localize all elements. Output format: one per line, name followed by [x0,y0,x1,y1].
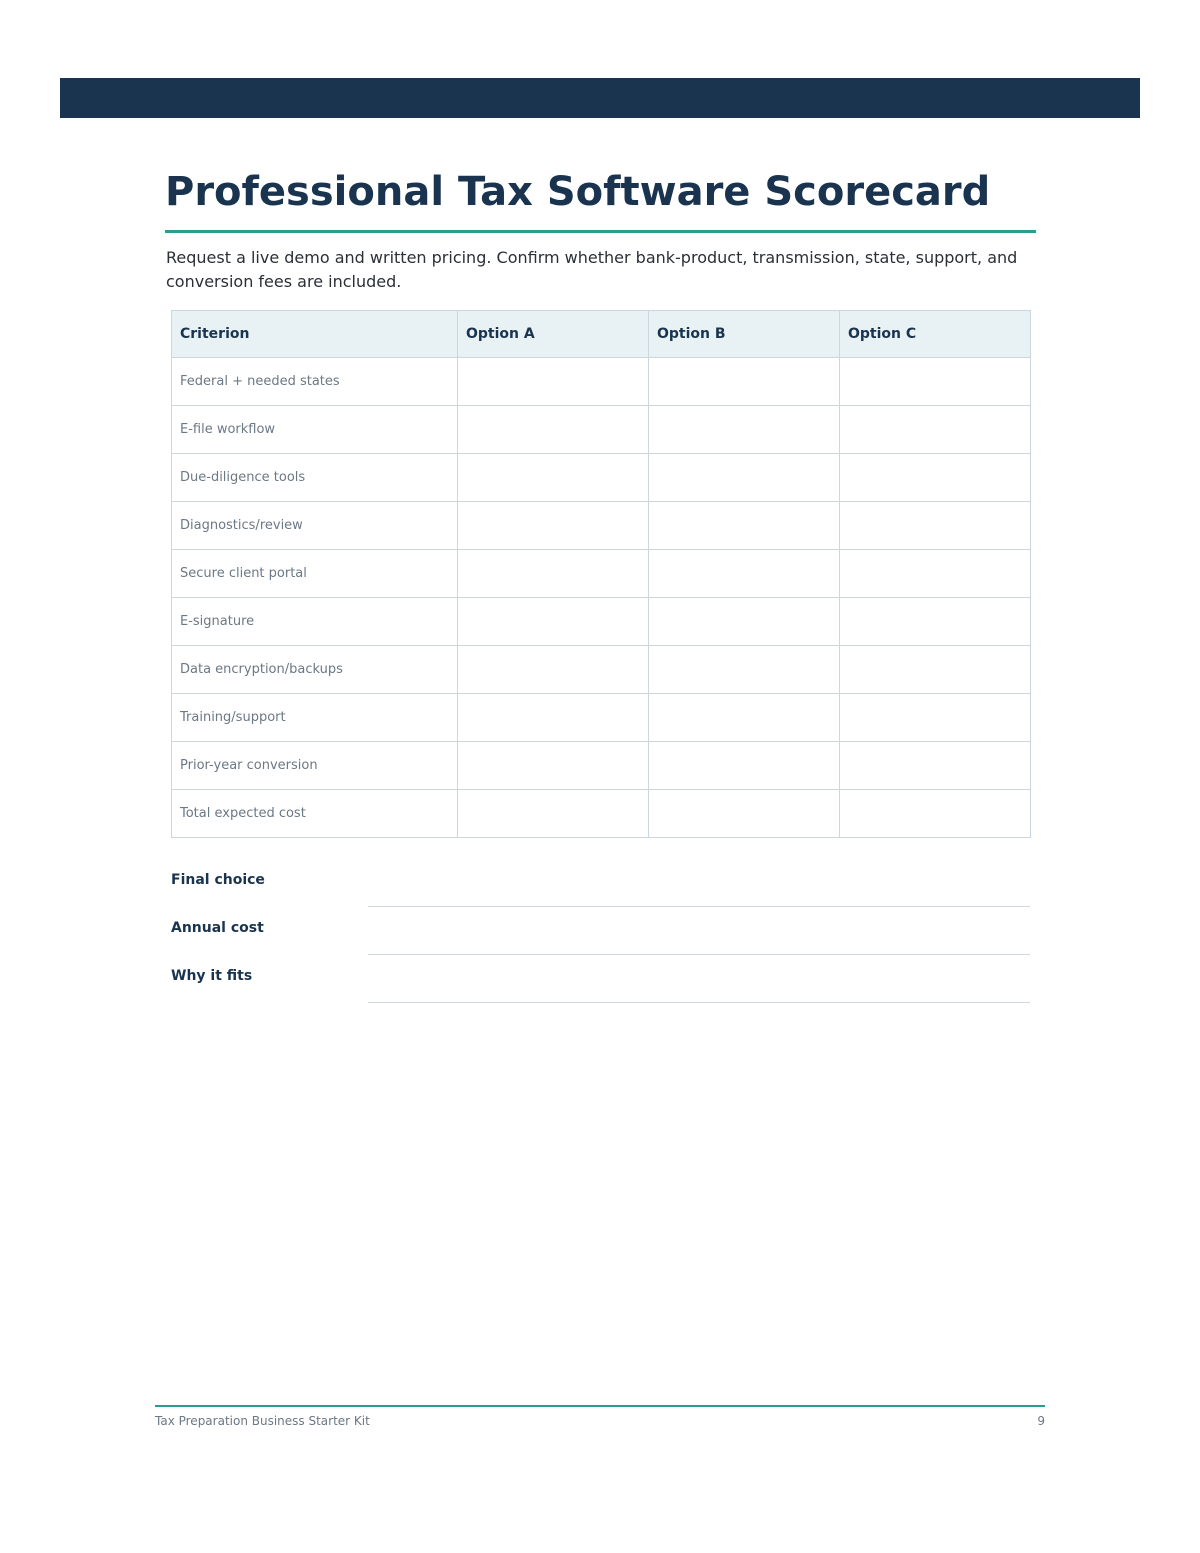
option-c-cell[interactable] [840,502,1031,550]
header-option-a: Option A [458,311,649,358]
criterion-cell: E-file workflow [172,406,458,454]
header-option-b: Option B [649,311,840,358]
option-b-cell[interactable] [649,406,840,454]
option-c-cell[interactable] [840,790,1031,838]
option-a-cell[interactable] [458,646,649,694]
option-a-cell[interactable] [458,406,649,454]
table-row [172,694,1031,742]
option-c-cell[interactable] [840,550,1031,598]
final-choice-field [171,859,1030,907]
option-b-cell[interactable] [649,646,840,694]
option-a-cell[interactable] [458,454,649,502]
option-b-cell[interactable] [649,790,840,838]
table-row [172,358,1031,406]
option-a-cell[interactable] [458,742,649,790]
header-criterion: Criterion [172,311,458,358]
criterion-cell: E-signature [172,598,458,646]
annual-cost-label: Annual cost [171,920,264,936]
criterion-cell: Due-diligence tools [172,454,458,502]
criterion-cell: Training/support [172,694,458,742]
option-b-cell[interactable] [649,454,840,502]
table-row [172,646,1031,694]
option-c-cell[interactable] [840,454,1031,502]
table-row [172,406,1031,454]
option-b-cell[interactable] [649,694,840,742]
option-a-cell[interactable] [458,358,649,406]
scorecard-table [171,310,1031,838]
header-band [60,78,1140,118]
final-choice-label: Final choice [171,872,265,888]
page-number: 9 [1037,1414,1045,1428]
option-a-cell[interactable] [458,598,649,646]
header-option-c: Option C [840,311,1031,358]
option-c-cell[interactable] [840,358,1031,406]
table-row [172,742,1031,790]
option-b-cell[interactable] [649,502,840,550]
criterion-cell: Total expected cost [172,790,458,838]
option-c-cell[interactable] [840,694,1031,742]
option-b-cell[interactable] [649,358,840,406]
footer-title: Tax Preparation Business Starter Kit [155,1414,370,1428]
option-a-cell[interactable] [458,550,649,598]
option-b-cell[interactable] [649,550,840,598]
option-a-cell[interactable] [458,694,649,742]
option-c-cell[interactable] [840,598,1031,646]
option-b-cell[interactable] [649,742,840,790]
criterion-cell: Diagnostics/review [172,502,458,550]
page-title: Professional Tax Software Scorecard [165,169,991,215]
option-b-cell[interactable] [649,598,840,646]
criterion-cell: Federal + needed states [172,358,458,406]
intro-text: Request a live demo and written pricing. Confirm whether bank-product, transmission, state, support, and conversion fees are included. [166,248,1018,291]
table-row [172,790,1031,838]
option-c-cell[interactable] [840,406,1031,454]
title-divider [165,230,1036,233]
criterion-cell: Prior-year conversion [172,742,458,790]
criterion-cell: Secure client portal [172,550,458,598]
table-row [172,550,1031,598]
footer-divider [155,1405,1045,1407]
annual-cost-field [171,907,1030,955]
table-row [172,454,1031,502]
table-row [172,598,1031,646]
table-header-row [172,311,1031,358]
option-c-cell[interactable] [840,646,1031,694]
criterion-cell: Data encryption/backups [172,646,458,694]
option-a-cell[interactable] [458,502,649,550]
why-it-fits-field [171,955,1030,1003]
why-it-fits-input-line[interactable] [368,1002,1030,1003]
table-row [172,502,1031,550]
option-c-cell[interactable] [840,742,1031,790]
why-it-fits-label: Why it fits [171,968,253,984]
option-a-cell[interactable] [458,790,649,838]
